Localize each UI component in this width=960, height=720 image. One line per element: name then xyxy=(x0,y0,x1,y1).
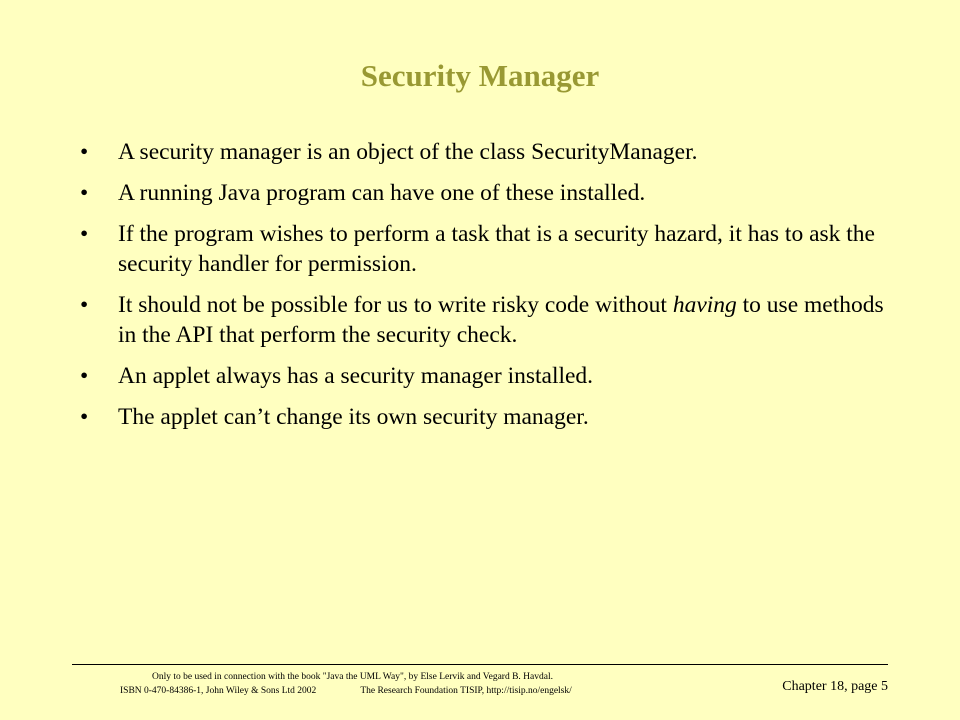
footer-foundation: The Research Foundation TISIP, http://tisip.no/engelsk/ xyxy=(360,686,572,696)
footer-usage-notice: Only to be used in connection with the book "Java the UML Way", by Else Lervik and Vegard B. Havdal. xyxy=(152,672,553,682)
footer-publication-line xyxy=(120,684,650,698)
bullet-dot-icon: • xyxy=(80,292,89,318)
bullet-text: The applet can’t change its own security manager. xyxy=(118,404,589,430)
bullet-text xyxy=(118,292,884,348)
bullet-text: An applet always has a security manager installed. xyxy=(118,363,594,389)
bullet-text: A running Java program can have one of these installed. xyxy=(118,180,646,206)
bullet-dot-icon: • xyxy=(80,363,89,389)
bullet-text-emphasis: having xyxy=(672,292,737,318)
bullet-item xyxy=(80,361,890,391)
bullet-text: A security manager is an object of the class SecurityManager. xyxy=(118,139,698,165)
bullet-item xyxy=(80,137,890,167)
bullet-item xyxy=(80,402,890,432)
bullet-dot-icon: • xyxy=(80,221,89,247)
bullet-text-part: It should not be possible for us to write risky code without xyxy=(118,292,673,318)
bullet-dot-icon: • xyxy=(80,404,89,430)
page-number: Chapter 18, page 5 xyxy=(782,679,888,694)
bullet-text-part: to use methods in the API that perform the security check. xyxy=(118,292,884,348)
bullet-text: If the program wishes to perform a task that is a security hazard, it has to ask the security handler for permission. xyxy=(118,221,875,277)
slide-title: Security Manager xyxy=(360,58,600,93)
bullet-item xyxy=(80,219,890,279)
bullet-dot-icon: • xyxy=(80,139,89,165)
footer-divider xyxy=(72,664,888,665)
bullet-item xyxy=(80,178,890,208)
bullet-item xyxy=(80,290,890,350)
bullet-list xyxy=(80,137,890,443)
bullet-dot-icon: • xyxy=(80,180,89,206)
footer-notice xyxy=(120,670,650,698)
footer-isbn: ISBN 0-470-84386-1, John Wiley & Sons Ltd 2002 xyxy=(120,686,317,696)
